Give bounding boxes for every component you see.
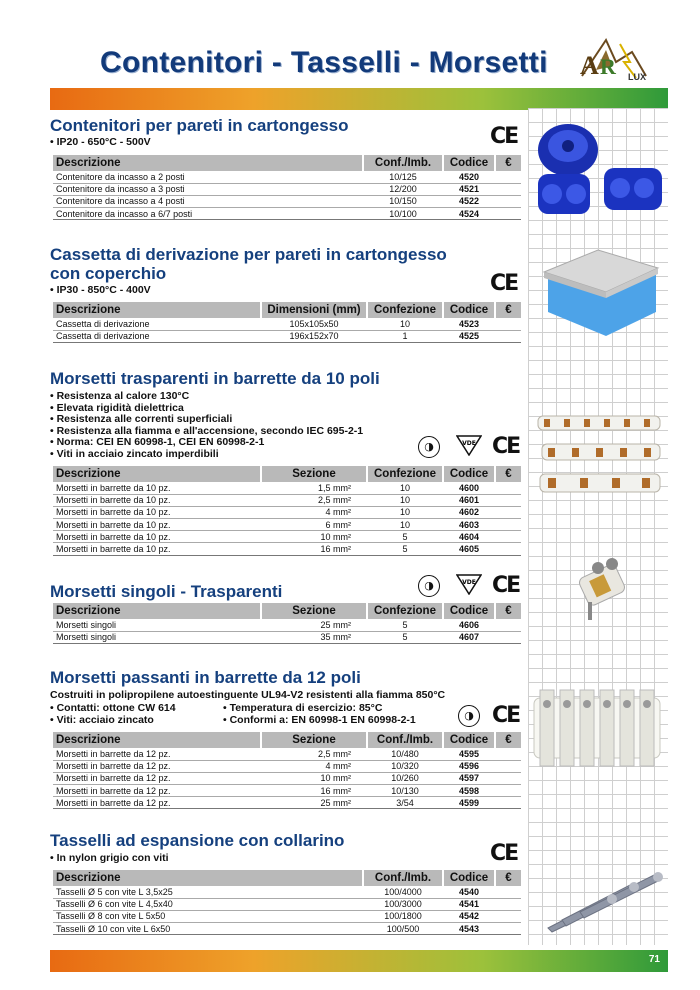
table-cell: 3/54 [367, 797, 443, 809]
table-row [53, 543, 521, 555]
table-row [53, 506, 521, 518]
column-header: Sezione [261, 603, 367, 619]
column-header: € [495, 732, 521, 748]
table-cassetta [53, 302, 521, 343]
column-header: Descrizione [53, 155, 363, 171]
table-cell [495, 886, 521, 898]
column-header: Sezione [261, 466, 367, 482]
column-header: Codice [443, 302, 495, 318]
table-cell: 4542 [443, 910, 495, 922]
table-cell: Morsetti singoli [53, 631, 261, 643]
table-cell: Morsetti in barrette da 12 pz. [53, 772, 261, 784]
bullet-list: • IP30 - 850°C - 400V [50, 285, 151, 297]
table-cell: 12/200 [363, 183, 443, 195]
table-row [53, 772, 521, 784]
table-cell: Morsetti in barrette da 10 pz. [53, 543, 261, 555]
table-cell: 35 mm² [261, 631, 367, 643]
table-cell: 4543 [443, 923, 495, 935]
table-cell: 5 [367, 631, 443, 643]
column-header: Confezione [367, 603, 443, 619]
junction-box-photo [540, 246, 662, 338]
table-cell: 1,5 mm² [261, 482, 367, 494]
table-cell: Morsetti in barrette da 10 pz. [53, 494, 261, 506]
table-row [53, 482, 521, 494]
table-cell: Contenitore da incasso a 3 posti [53, 183, 363, 195]
table-cell: Cassetta di derivazione [53, 318, 261, 330]
table-cell: 4541 [443, 898, 495, 910]
column-header: Descrizione [53, 870, 363, 886]
ce-mark-icon: CE [492, 573, 520, 598]
column-header: Codice [443, 466, 495, 482]
table-cell [495, 898, 521, 910]
table-cell: Morsetti in barrette da 12 pz. [53, 748, 261, 760]
table-cell: 5 [367, 531, 443, 543]
table-cell [495, 195, 521, 207]
page-title: Contenitori - Tasselli - Morsetti [100, 46, 548, 79]
svg-text:LUX: LUX [628, 72, 646, 82]
table-cell: Contenitore da incasso a 4 posti [53, 195, 363, 207]
table-cell: 16 mm² [261, 543, 367, 555]
table-cell: Contenitore da incasso a 6/7 posti [53, 208, 363, 220]
table-row [53, 155, 521, 171]
table-cell: 4604 [443, 531, 495, 543]
vde-mark-icon [456, 573, 482, 595]
table-cell: 4520 [443, 171, 495, 183]
table-row [53, 870, 521, 886]
terminal-strip-photo [534, 404, 666, 504]
table-cell: 100/1800 [363, 910, 443, 922]
table-cell: Morsetti in barrette da 10 pz. [53, 506, 261, 518]
column-header: Descrizione [53, 302, 261, 318]
table-cell: 25 mm² [261, 797, 367, 809]
table-row [53, 631, 521, 643]
table-cell [495, 183, 521, 195]
ce-mark-icon: CE [490, 841, 518, 866]
column-header: Conf./Imb. [363, 155, 443, 171]
table-cell [495, 531, 521, 543]
table-cell: Tasselli Ø 6 con vite L 4,5x40 [53, 898, 363, 910]
table-cell: 4596 [443, 760, 495, 772]
bullet-list-left: • Contatti: ottone CW 614 • Viti: acciaio zincato [50, 703, 176, 726]
column-header: € [495, 466, 521, 482]
table-cell: 10/100 [363, 208, 443, 220]
table-tasselli [53, 870, 521, 935]
column-header: € [495, 603, 521, 619]
table-row [53, 760, 521, 772]
bullet-list: • IP20 - 650°C - 500V [50, 137, 151, 149]
table-cell [495, 785, 521, 797]
bullet-list: • Resistenza al calore 130°C • Elevata rigidità dielettrica • Resistenza alle correnti superficiali • Resistenza alla fiamma e all'accensione, secondo IEC 695-2-1 • Norma: CEI EN 60998-1, CEI EN 60998-2-1 • Viti in acciaio zincato imperdibili [50, 391, 363, 460]
table-row [53, 748, 521, 760]
table-row [53, 785, 521, 797]
table-row [53, 195, 521, 207]
table-cell: Morsetti in barrette da 10 pz. [53, 519, 261, 531]
imq-mark-icon: ◑ [458, 705, 480, 727]
table-cell: 10 [367, 506, 443, 518]
table-cell: 10 [367, 519, 443, 531]
table-cell: 10 mm² [261, 531, 367, 543]
column-header: Codice [443, 870, 495, 886]
vde-mark-icon [456, 434, 482, 456]
table-row [53, 797, 521, 809]
table-row [53, 208, 521, 220]
table-cell [495, 506, 521, 518]
column-header: Codice [443, 155, 495, 171]
table-cell: 5 [367, 543, 443, 555]
table-row [53, 732, 521, 748]
table-cell: Morsetti in barrette da 10 pz. [53, 482, 261, 494]
flush-box-photo [534, 112, 666, 236]
table-cell: 4603 [443, 519, 495, 531]
table-cell [495, 543, 521, 555]
column-header: Codice [443, 603, 495, 619]
table-cell: 10 [367, 494, 443, 506]
bullet-list-right: • Temperatura di esercizio: 85°C • Conformi a: EN 60998-1 EN 60998-2-1 [223, 703, 416, 726]
table-cell [495, 482, 521, 494]
table-cell: 100/500 [363, 923, 443, 935]
table-morsetti-singoli [53, 603, 521, 644]
ce-mark-icon: CE [492, 434, 520, 459]
table-row [53, 519, 521, 531]
ce-mark-icon: CE [492, 703, 520, 728]
table-cell: 4597 [443, 772, 495, 784]
svg-text:VDE: VDE [462, 440, 476, 447]
table-cell: 4607 [443, 631, 495, 643]
footer-bar [50, 950, 668, 972]
column-header: Confezione [367, 466, 443, 482]
table-cell: Morsetti in barrette da 10 pz. [53, 531, 261, 543]
table-cell: 4595 [443, 748, 495, 760]
table-cell: Tasselli Ø 8 con vite L 5x50 [53, 910, 363, 922]
table-cell [495, 748, 521, 760]
table-cell: 196x152x70 [261, 330, 367, 342]
section-title-morsetti-singoli: Morsetti singoli - Trasparenti [50, 582, 283, 601]
column-header: Confezione [367, 302, 443, 318]
table-cell [495, 631, 521, 643]
column-header: Codice [443, 732, 495, 748]
single-terminal-photo [568, 556, 638, 626]
svg-text:A: A [580, 51, 599, 80]
table-row [53, 318, 521, 330]
table-row [53, 330, 521, 342]
table-cell [495, 772, 521, 784]
table-cell: 100/4000 [363, 886, 443, 898]
table-row [53, 619, 521, 631]
table-cell [495, 208, 521, 220]
table-cell: 4522 [443, 195, 495, 207]
table-cell: 2,5 mm² [261, 748, 367, 760]
table-cell: 4599 [443, 797, 495, 809]
ar-lux-logo [576, 32, 668, 86]
header-bar [50, 88, 668, 110]
column-header: Descrizione [53, 603, 261, 619]
table-cell: 4523 [443, 318, 495, 330]
table-row [53, 183, 521, 195]
table-cell: Morsetti in barrette da 12 pz. [53, 760, 261, 772]
ce-mark-icon: CE [490, 124, 518, 149]
table-cell: 100/3000 [363, 898, 443, 910]
table-cell: 4540 [443, 886, 495, 898]
table-cell: 4600 [443, 482, 495, 494]
section-title-tasselli: Tasselli ad espansione con collarino [50, 831, 345, 850]
table-cell: 4601 [443, 494, 495, 506]
table-cell: 4 mm² [261, 506, 367, 518]
table-morsetti-12 [53, 732, 521, 809]
table-cell: 4605 [443, 543, 495, 555]
terminal-block-12-photo [528, 676, 666, 786]
table-contenitori [53, 155, 521, 220]
table-cell [495, 910, 521, 922]
table-cell: 2,5 mm² [261, 494, 367, 506]
column-header: Descrizione [53, 732, 261, 748]
section-title-morsetti-10: Morsetti trasparenti in barrette da 10 poli [50, 369, 380, 388]
svg-text:R: R [600, 54, 616, 79]
table-cell [495, 619, 521, 631]
table-cell [495, 519, 521, 531]
table-cell: 6 mm² [261, 519, 367, 531]
table-cell: 10/130 [367, 785, 443, 797]
table-cell [495, 171, 521, 183]
table-cell [495, 760, 521, 772]
table-cell: 25 mm² [261, 619, 367, 631]
ce-mark-icon: CE [490, 271, 518, 296]
table-cell [495, 494, 521, 506]
table-cell: Tasselli Ø 10 con vite L 6x50 [53, 923, 363, 935]
imq-mark-icon: ◑ [418, 575, 440, 597]
table-cell: 10 [367, 482, 443, 494]
table-cell: 105x105x50 [261, 318, 367, 330]
table-row [53, 603, 521, 619]
table-row [53, 531, 521, 543]
table-cell: 4524 [443, 208, 495, 220]
table-cell [495, 797, 521, 809]
table-cell: 4 mm² [261, 760, 367, 772]
column-header: Conf./Imb. [363, 870, 443, 886]
table-cell [495, 330, 521, 342]
table-cell [495, 318, 521, 330]
table-cell: 5 [367, 619, 443, 631]
table-cell: Morsetti in barrette da 12 pz. [53, 797, 261, 809]
table-row [53, 466, 521, 482]
table-cell: 4606 [443, 619, 495, 631]
table-cell [495, 923, 521, 935]
table-cell: 10/260 [367, 772, 443, 784]
imq-mark-icon: ◑ [418, 436, 440, 458]
table-cell: 10/125 [363, 171, 443, 183]
column-header: Conf./Imb. [367, 732, 443, 748]
table-cell: 4521 [443, 183, 495, 195]
table-cell: 10/150 [363, 195, 443, 207]
table-cell: 16 mm² [261, 785, 367, 797]
table-row [53, 494, 521, 506]
table-cell: Morsetti in barrette da 12 pz. [53, 785, 261, 797]
wall-plug-photo [540, 866, 664, 936]
section-title-morsetti-12: Morsetti passanti in barrette da 12 poli [50, 668, 361, 687]
table-cell: Cassetta di derivazione [53, 330, 261, 342]
column-header: € [495, 870, 521, 886]
table-cell: 10 mm² [261, 772, 367, 784]
table-row [53, 886, 521, 898]
column-header: Dimensioni (mm) [261, 302, 367, 318]
column-header: € [495, 155, 521, 171]
table-cell: 4598 [443, 785, 495, 797]
column-header: Sezione [261, 732, 367, 748]
table-cell: Contenitore da incasso a 2 posti [53, 171, 363, 183]
section-subtitle: Costruiti in polipropilene autoestinguente UL94-V2 resistenti alla fiamma 850°C [50, 689, 446, 701]
table-cell: 10/480 [367, 748, 443, 760]
table-row [53, 898, 521, 910]
svg-text:VDE: VDE [462, 579, 476, 586]
table-cell: 4525 [443, 330, 495, 342]
table-row [53, 910, 521, 922]
table-row [53, 171, 521, 183]
section-title-cassetta: Cassetta di derivazione per pareti in cartongesso con coperchio [50, 245, 447, 283]
table-cell: 4602 [443, 506, 495, 518]
column-header: Descrizione [53, 466, 261, 482]
section-title-contenitori: Contenitori per pareti in cartongesso [50, 116, 349, 135]
table-cell: 10 [367, 318, 443, 330]
column-header: € [495, 302, 521, 318]
table-cell: 10/320 [367, 760, 443, 772]
table-cell: Morsetti singoli [53, 619, 261, 631]
table-cell: 1 [367, 330, 443, 342]
bullet-list: • In nylon grigio con viti [50, 853, 169, 865]
page-number: 71 [648, 954, 660, 965]
table-cell: Tasselli Ø 5 con vite L 3,5x25 [53, 886, 363, 898]
table-morsetti-10 [53, 466, 521, 556]
table-row [53, 302, 521, 318]
table-row [53, 923, 521, 935]
